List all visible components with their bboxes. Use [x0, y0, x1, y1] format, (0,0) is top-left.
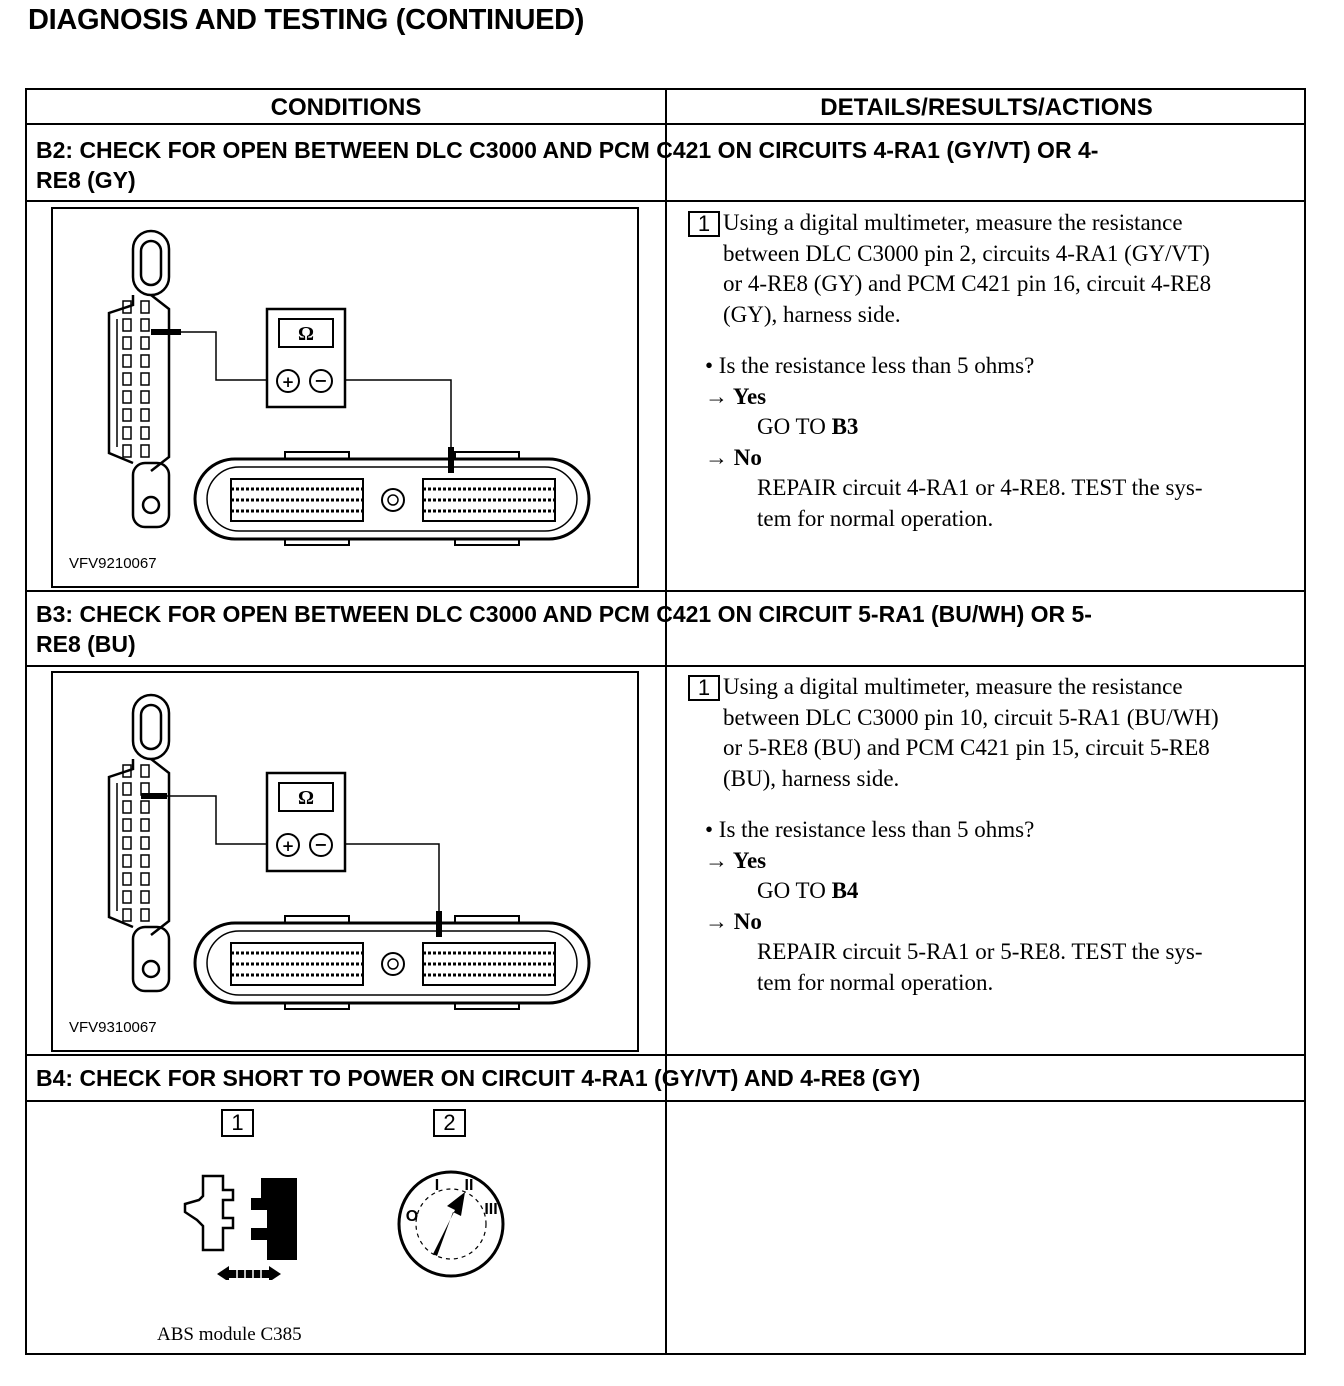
step-heading-b3: B3: CHECK FOR OPEN BETWEEN DLC C3000 AND PCM C421 ON CIRCUIT 5-RA1 (BU/WH) OR 5- RE8 (BU) — [36, 601, 1092, 657]
question-text: • Is the resistance less than 5 ohms? — [705, 817, 1035, 842]
action-number-badge: 1 — [688, 675, 720, 701]
no-label: → No — [705, 445, 762, 470]
page-title: DIAGNOSIS AND TESTING (CONTINUED) — [28, 4, 585, 36]
ignition-switch-icon — [393, 1166, 509, 1282]
yes-action: GO TO B4 — [757, 878, 859, 903]
details-b2 — [677, 208, 1307, 588]
yes-target-link[interactable]: B4 — [831, 878, 859, 903]
pcm-connector — [195, 452, 589, 545]
step-heading-b4: B4: CHECK FOR SHORT TO POWER ON CIRCUIT 4-RA1 (GY/VT) AND 4-RE8 (GY) — [36, 1065, 921, 1091]
component-caption: ABS module C385 — [157, 1324, 302, 1345]
diagram-b2 — [51, 207, 639, 588]
dlc-connector — [109, 231, 169, 527]
dlc-connector — [109, 695, 169, 991]
svg-text:III: III — [484, 1201, 498, 1218]
multimeter — [267, 773, 345, 871]
column-header-details: DETAILS/RESULTS/ACTIONS — [820, 94, 1153, 121]
figure-id: VFV9210067 — [69, 555, 157, 572]
no-action: REPAIR circuit 5-RA1 or 5-RE8. TEST the sys- tem for normal operation. — [757, 939, 1203, 995]
figure-id: VFV9310067 — [69, 1019, 157, 1036]
multimeter-wiring-diagram — [53, 673, 637, 1050]
connector-disconnect-icon — [177, 1160, 317, 1280]
row-divider — [27, 665, 1304, 667]
probe-tip — [151, 329, 181, 335]
no-action: REPAIR circuit 4-RA1 or 4-RE8. TEST the sys- tem for normal operation. — [757, 475, 1203, 531]
diagram-b3 — [51, 671, 639, 1052]
details-b3 — [677, 672, 1307, 1052]
column-divider — [665, 90, 667, 1353]
svg-text:+: + — [281, 373, 295, 391]
yes-target-link[interactable]: B3 — [831, 414, 859, 439]
instruction-text: Using a digital multimeter, measure the resistance between DLC C3000 pin 10, circuit 5-RA1 (BU/WH) or 5-RE8 (BU) and PCM C421 pin 15, circuit 5-RE8 (BU), harness side. — [723, 674, 1219, 791]
svg-text:Ω: Ω — [297, 787, 315, 809]
svg-text:O: O — [405, 1208, 419, 1225]
yes-label: → Yes — [705, 848, 767, 873]
multimeter — [267, 309, 345, 407]
no-label: → No — [705, 909, 762, 934]
pcm-connector — [195, 916, 589, 1009]
yes-label: → Yes — [705, 384, 767, 409]
action-number-badge: 1 — [688, 211, 720, 237]
row-divider — [27, 200, 1304, 202]
svg-text:Ω: Ω — [297, 323, 315, 345]
yes-action: GO TO B3 — [757, 414, 859, 439]
callout-1: 1 — [221, 1109, 254, 1137]
double-arrow-icon — [217, 1266, 281, 1280]
question-text: • Is the resistance less than 5 ohms? — [705, 353, 1035, 378]
probe-tip — [141, 793, 167, 799]
multimeter-wiring-diagram — [53, 209, 637, 586]
svg-text:+: + — [281, 837, 295, 855]
diagnostic-table — [25, 88, 1306, 1355]
svg-text:−: − — [314, 371, 328, 390]
callout-2: 2 — [433, 1109, 466, 1137]
svg-text:−: − — [314, 835, 328, 854]
row-divider — [27, 590, 1304, 592]
row-divider — [27, 123, 1304, 125]
row-divider — [27, 1100, 1304, 1102]
instruction-text: Using a digital multimeter, measure the resistance between DLC C3000 pin 2, circuits 4-RA1 (GY/VT) or 4-RE8 (GY) and PCM C421 pin 16, circuit 4-RE8 (GY), harness side. — [723, 210, 1212, 327]
svg-text:I: I — [434, 1177, 440, 1194]
svg-text:II: II — [464, 1177, 474, 1194]
column-header-conditions: CONDITIONS — [270, 94, 422, 121]
step-heading-b2: B2: CHECK FOR OPEN BETWEEN DLC C3000 AND PCM C421 ON CIRCUITS 4-RA1 (GY/VT) OR 4- RE8 (GY) — [36, 137, 1099, 193]
row-divider — [27, 1054, 1304, 1056]
